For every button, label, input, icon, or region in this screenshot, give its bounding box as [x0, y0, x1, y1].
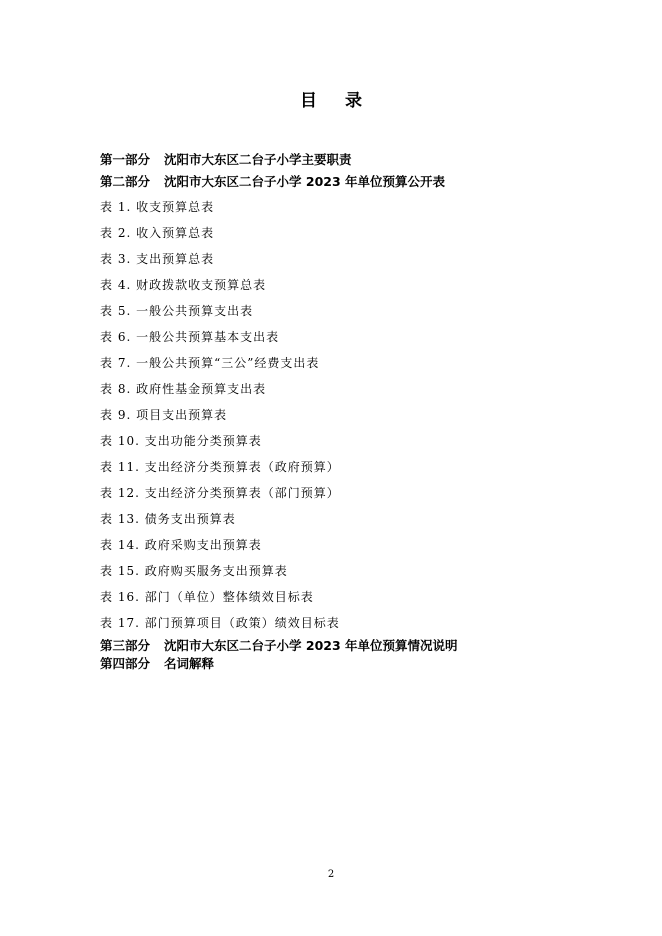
- toc-table-16[interactable]: 表 16. 部门（单位）整体绩效目标表: [100, 590, 314, 604]
- toc-table-5[interactable]: 表 5. 一般公共预算支出表: [100, 304, 254, 318]
- toc-table-1[interactable]: 表 1. 收支预算总表: [100, 200, 215, 214]
- toc-table-7[interactable]: 表 7. 一般公共预算“三公”经费支出表: [100, 356, 320, 370]
- toc-table-4[interactable]: 表 4. 财政拨款收支预算总表: [100, 278, 267, 292]
- part-text: 沈阳市大东区二台子小学 2023 年单位预算情况说明: [164, 638, 458, 653]
- part-label: 第一部分: [100, 152, 151, 167]
- part-label: 第二部分: [100, 174, 151, 189]
- part-label: 第四部分: [100, 656, 151, 671]
- toc-table-2[interactable]: 表 2. 收入预算总表: [100, 226, 215, 240]
- title-char-2: 录: [345, 91, 362, 111]
- toc-part-2[interactable]: [100, 172, 445, 190]
- toc-table-8[interactable]: 表 8. 政府性基金预算支出表: [100, 382, 267, 396]
- toc-table-13[interactable]: 表 13. 债务支出预算表: [100, 512, 236, 526]
- page-number: 2: [327, 869, 335, 880]
- toc-table-14[interactable]: 表 14. 政府采购支出预算表: [100, 538, 262, 552]
- part-text: 沈阳市大东区二台子小学主要职责: [164, 152, 352, 167]
- page-title: [0, 86, 662, 111]
- title-char-1: 目: [300, 91, 317, 111]
- toc-part-4[interactable]: [100, 654, 214, 672]
- part-label: 第三部分: [100, 638, 151, 653]
- toc-table-11[interactable]: 表 11. 支出经济分类预算表（政府预算）: [100, 460, 340, 474]
- toc-part-3[interactable]: [100, 636, 458, 654]
- toc-part-1[interactable]: [100, 150, 352, 168]
- toc-table-15[interactable]: 表 15. 政府购买服务支出预算表: [100, 564, 288, 578]
- toc-table-6[interactable]: 表 6. 一般公共预算基本支出表: [100, 330, 280, 344]
- toc-table-3[interactable]: 表 3. 支出预算总表: [100, 252, 215, 266]
- toc-table-17[interactable]: 表 17. 部门预算项目（政策）绩效目标表: [100, 616, 340, 630]
- part-text: 名词解释: [164, 656, 215, 671]
- toc-table-12[interactable]: 表 12. 支出经济分类预算表（部门预算）: [100, 486, 340, 500]
- part-text: 沈阳市大东区二台子小学 2023 年单位预算公开表: [164, 174, 446, 189]
- toc-table-10[interactable]: 表 10. 支出功能分类预算表: [100, 434, 262, 448]
- toc-table-9[interactable]: 表 9. 项目支出预算表: [100, 408, 228, 422]
